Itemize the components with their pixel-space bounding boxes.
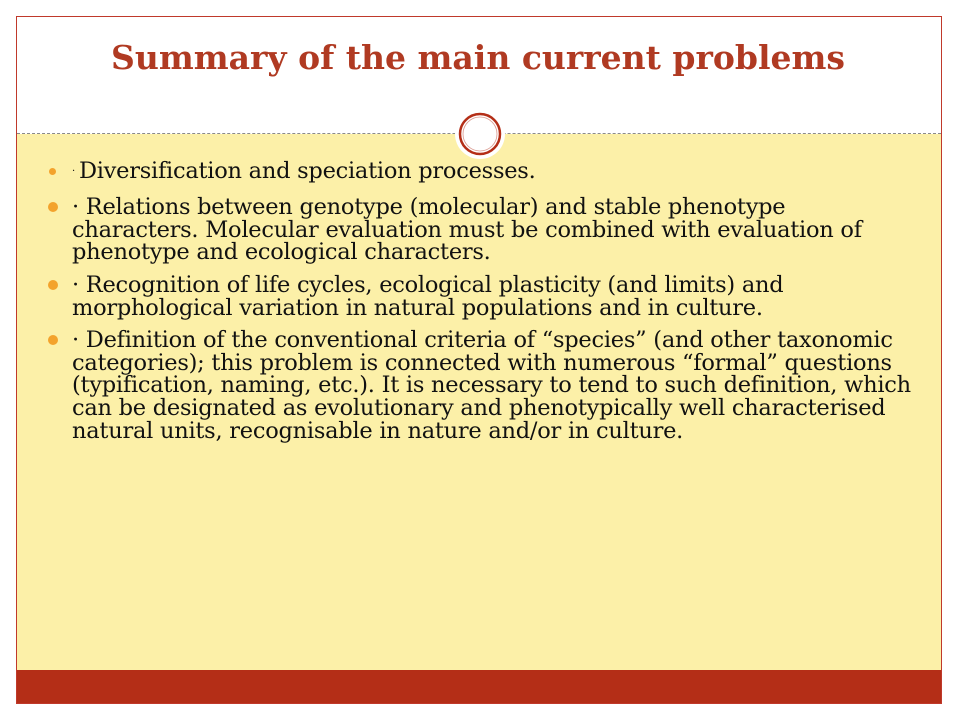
- bullet-prefix: ·: [72, 165, 75, 177]
- circle-ornament-icon: [454, 108, 506, 160]
- bullet-item: [48, 329, 918, 442]
- slide-title: Summary of the main current problems: [111, 38, 845, 77]
- bullet-item: [48, 160, 918, 183]
- bullet-dot-icon: [48, 202, 58, 212]
- bullet-item: [48, 196, 918, 264]
- bullet-text: · Definition of the conventional criteria of “species” (and other taxonomic categories); this problem is connected with numerous “formal” questions (typification, naming, etc.). It is necessary to tend to such definition, which can be designated as evolutionary and phenotypically well characterised natural units, recognisable in nature and/or in culture.: [72, 327, 911, 444]
- bullet-dot-icon: [48, 335, 58, 345]
- bullet-text: · Relations between genotype (molecular) and stable phenotype characters. Molecular evaluation must be combined with evaluation of phenotype and ecological characters.: [72, 194, 862, 266]
- bullet-text: · Recognition of life cycles, ecological plasticity (and limits) and morphological variation in natural populations and in culture.: [72, 272, 784, 321]
- bullet-text: Diversification and speciation processes.: [78, 158, 536, 184]
- bullet-dot-icon: [48, 280, 58, 290]
- footer-bar: [17, 670, 941, 703]
- bullet-item: [48, 274, 918, 319]
- bullet-list: [48, 160, 918, 452]
- bullet-dot-icon: [49, 168, 56, 175]
